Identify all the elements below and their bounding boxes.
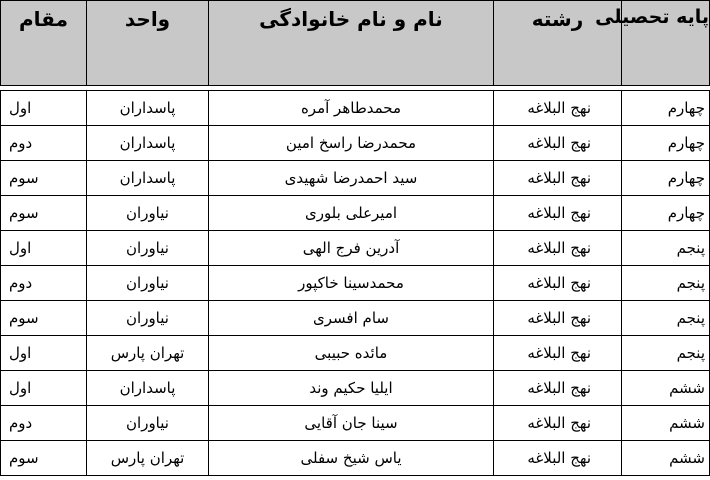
header-row [1, 1, 710, 86]
cell-rank: اول [1, 336, 87, 371]
cell-rank: اول [1, 231, 87, 266]
cell-base: ششم [622, 406, 710, 441]
cell-school: پاسداران [87, 126, 209, 161]
cell-school: پاسداران [87, 161, 209, 196]
cell-name: سینا جان آقایی [209, 406, 494, 441]
cell-field: نهج البلاغه [494, 301, 622, 336]
cell-field: نهج البلاغه [494, 266, 622, 301]
cell-field: نهج البلاغه [494, 231, 622, 266]
cell-base: چهارم [622, 91, 710, 126]
cell-school: نیاوران [87, 266, 209, 301]
cell-rank: سوم [1, 441, 87, 476]
cell-rank: اول [1, 371, 87, 406]
cell-field: نهج البلاغه [494, 91, 622, 126]
cell-rank: سوم [1, 301, 87, 336]
table-row [1, 371, 710, 406]
header-rank: مقام [1, 1, 87, 86]
header-base: پایه تحصیلی [622, 1, 710, 86]
cell-name: یاس شیخ سفلی [209, 441, 494, 476]
cell-school: نیاوران [87, 301, 209, 336]
cell-field: نهج البلاغه [494, 406, 622, 441]
cell-base: چهارم [622, 126, 710, 161]
cell-base: چهارم [622, 161, 710, 196]
cell-field: نهج البلاغه [494, 126, 622, 161]
cell-name: محمدرضا راسخ امین [209, 126, 494, 161]
cell-base: ششم [622, 441, 710, 476]
cell-base: پنجم [622, 301, 710, 336]
cell-school: پاسداران [87, 371, 209, 406]
cell-base: پنجم [622, 336, 710, 371]
cell-base: ششم [622, 371, 710, 406]
table-row [1, 126, 710, 161]
table-row [1, 161, 710, 196]
header-name: نام و نام خانوادگی [209, 1, 494, 86]
cell-name: آدرین فرج الهی [209, 231, 494, 266]
cell-base: پنجم [622, 266, 710, 301]
table-row [1, 231, 710, 266]
cell-rank: دوم [1, 266, 87, 301]
cell-field: نهج البلاغه [494, 441, 622, 476]
cell-rank: اول [1, 91, 87, 126]
cell-field: نهج البلاغه [494, 161, 622, 196]
cell-name: ایلیا حکیم وند [209, 371, 494, 406]
cell-name: سام افسری [209, 301, 494, 336]
cell-field: نهج البلاغه [494, 336, 622, 371]
cell-school: تهران پارس [87, 441, 209, 476]
cell-school: تهران پارس [87, 336, 209, 371]
cell-rank: سوم [1, 161, 87, 196]
table-row [1, 196, 710, 231]
header-school: واحد [87, 1, 209, 86]
cell-school: پاسداران [87, 91, 209, 126]
cell-name: محمدسینا خاکپور [209, 266, 494, 301]
header-field: رشته [494, 1, 622, 86]
cell-base: چهارم [622, 196, 710, 231]
cell-school: نیاوران [87, 196, 209, 231]
table-row [1, 301, 710, 336]
table-row [1, 406, 710, 441]
cell-name: محمدطاهر آمره [209, 91, 494, 126]
cell-school: نیاوران [87, 406, 209, 441]
table-row [1, 91, 710, 126]
cell-school: نیاوران [87, 231, 209, 266]
table-row [1, 336, 710, 371]
cell-base: پنجم [622, 231, 710, 266]
cell-rank: دوم [1, 406, 87, 441]
cell-field: نهج البلاغه [494, 371, 622, 406]
table-row [1, 441, 710, 476]
cell-rank: سوم [1, 196, 87, 231]
table-header [1, 1, 710, 86]
table-row [1, 266, 710, 301]
cell-field: نهج البلاغه [494, 196, 622, 231]
cell-name: امیرعلی بلوری [209, 196, 494, 231]
cell-name: مائده حبیبی [209, 336, 494, 371]
cell-rank: دوم [1, 126, 87, 161]
table-body [1, 86, 710, 476]
cell-name: سید احمدرضا شهیدی [209, 161, 494, 196]
